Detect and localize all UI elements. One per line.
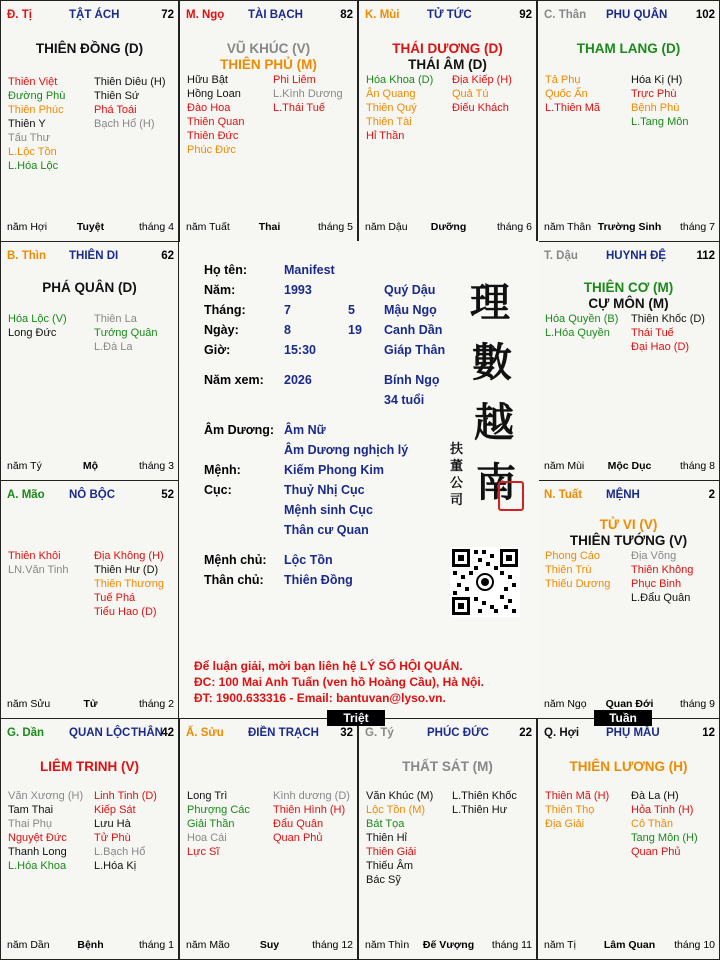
palace-footer bbox=[7, 939, 174, 953]
minor-star: Tướng Quân bbox=[94, 327, 158, 339]
minor-star: Phượng Các bbox=[187, 804, 250, 816]
palace-name: TÀI BẠCH bbox=[248, 9, 303, 21]
minor-star: Kiếp Sát bbox=[94, 804, 136, 816]
minor-star: Địa Giải bbox=[545, 818, 585, 830]
minor-star: Thiên Không bbox=[631, 564, 694, 576]
amduong-note: Âm Dương nghịch lý bbox=[284, 443, 409, 457]
palace-mui[interactable] bbox=[358, 0, 537, 242]
palace-name: QUAN LỘC bbox=[69, 727, 131, 739]
minor-star: Hữu Bật bbox=[187, 74, 228, 86]
main-star: LIÊM TRINH (V) bbox=[40, 759, 139, 774]
minor-stars-left bbox=[545, 789, 609, 831]
name-value: Manifest bbox=[284, 263, 335, 277]
palace-month: tháng 5 bbox=[317, 221, 353, 233]
amduong-label: Âm Dương: bbox=[204, 423, 275, 437]
main-star: VŨ KHÚC (V) bbox=[226, 41, 311, 56]
minor-star: Thiên Thọ bbox=[545, 804, 595, 816]
palace-year: năm Hợi bbox=[7, 221, 48, 233]
palace-footer bbox=[365, 221, 532, 235]
minor-star: L.Tang Môn bbox=[631, 116, 689, 128]
palace-dan[interactable] bbox=[0, 718, 179, 960]
palace-branch: N. Tuất bbox=[544, 489, 583, 501]
minor-star: Hoa Cái bbox=[187, 832, 227, 844]
minor-star: Hỏa Tinh (H) bbox=[631, 804, 694, 816]
palace-year: năm Mão bbox=[186, 939, 230, 951]
view-year-canchi: Bính Ngọ bbox=[384, 373, 440, 387]
day-label: Ngày: bbox=[204, 323, 239, 337]
palace-year: năm Tị bbox=[544, 939, 576, 951]
palace-hoi[interactable] bbox=[537, 718, 720, 960]
minor-stars-right bbox=[631, 312, 705, 354]
minor-star: Quan Phủ bbox=[631, 846, 681, 858]
minor-star: Tử Phù bbox=[94, 832, 131, 844]
palace-age-number: 72 bbox=[161, 9, 174, 21]
calligraphy-char-3: 越 bbox=[474, 399, 514, 446]
palace-life-stage: Thai bbox=[258, 221, 281, 233]
minor-star: Hóa Khoa (D) bbox=[366, 74, 434, 86]
calligraphy-char-2: 數 bbox=[472, 339, 512, 386]
minor-star: Tam Thai bbox=[8, 804, 54, 816]
minor-star: Giải Thần bbox=[187, 818, 235, 830]
thanchu-value: Thiên Đồng bbox=[284, 573, 353, 587]
palace-header bbox=[7, 727, 174, 743]
palace-footer bbox=[544, 460, 715, 474]
minor-star: L.Bạch Hổ bbox=[94, 846, 146, 858]
contact-line-1: Để luận giải, mời bạn liên hệ LÝ SỐ HỘI QUÁN. bbox=[194, 659, 463, 673]
minor-star: Thiên La bbox=[94, 313, 137, 325]
minor-star: Thiên Trù bbox=[545, 564, 592, 576]
palace-month: tháng 3 bbox=[138, 460, 174, 472]
minor-star: Thiên Đức bbox=[187, 130, 239, 142]
palace-life-stage: Tuyệt bbox=[76, 221, 105, 233]
minor-star: L.Thiên Mã bbox=[545, 102, 601, 114]
triet-tag: Triệt bbox=[327, 710, 385, 726]
palace-footer bbox=[544, 939, 715, 953]
minor-star: L.Hóa Quyền bbox=[545, 327, 610, 339]
palace-year: năm Thìn bbox=[365, 939, 410, 951]
palace-header bbox=[7, 9, 174, 25]
minor-star: Tuế Phá bbox=[94, 592, 136, 604]
minor-star: Thiên Giải bbox=[366, 846, 417, 858]
minor-star: Thanh Long bbox=[8, 846, 67, 858]
minor-stars-right bbox=[273, 73, 343, 115]
palace-name: NÔ BỘC bbox=[69, 489, 115, 501]
palace-branch: Q. Hợi bbox=[544, 727, 580, 739]
menh-value: Kiếm Phong Kim bbox=[284, 463, 385, 477]
palace-header bbox=[186, 727, 353, 743]
palace-footer bbox=[544, 221, 715, 235]
palace-year: năm Tuất bbox=[186, 221, 230, 233]
minor-star: Tấu Thư bbox=[8, 132, 51, 144]
minor-star: Thiên Y bbox=[8, 118, 46, 130]
menhchu-label: Mệnh chủ: bbox=[204, 553, 267, 567]
day-lunar: 19 bbox=[348, 323, 362, 337]
minor-stars-left bbox=[187, 789, 250, 859]
palace-age-number: 12 bbox=[702, 727, 715, 739]
minor-star: Thiên Sứ bbox=[94, 90, 140, 102]
minor-star: Bác Sỹ bbox=[366, 874, 401, 886]
palace-life-stage: Bệnh bbox=[77, 939, 104, 951]
palace-life-stage: Quan Đới bbox=[605, 698, 654, 710]
main-star: THIÊN PHỦ (M) bbox=[220, 57, 317, 72]
minor-star: Phong Cáo bbox=[545, 550, 601, 562]
minor-star: L.Lộc Tồn bbox=[8, 146, 57, 158]
palace-year: năm Dậu bbox=[365, 221, 408, 233]
palace-month: tháng 1 bbox=[138, 939, 174, 951]
thanchu-label: Thân chủ: bbox=[204, 573, 264, 587]
minor-star: Thái Tuế bbox=[631, 327, 674, 339]
minor-star: Thiên Thương bbox=[94, 578, 165, 590]
palace-month: tháng 9 bbox=[679, 698, 715, 710]
menh-label: Mệnh: bbox=[204, 463, 241, 477]
palace-name: PHU QUÂN bbox=[606, 9, 668, 21]
hour-value: 15:30 bbox=[284, 343, 316, 357]
palace-name: HUYNH ĐỆ bbox=[606, 250, 667, 262]
minor-star: Đào Hoa bbox=[187, 102, 231, 114]
minor-star: L.Hóa Lộc bbox=[8, 160, 59, 172]
main-star: CỰ MÔN (M) bbox=[588, 296, 669, 311]
minor-stars-left bbox=[366, 73, 433, 143]
palace-ti[interactable] bbox=[0, 0, 179, 242]
year-canchi: Quý Dậu bbox=[384, 283, 436, 297]
minor-stars-right bbox=[452, 789, 517, 817]
minor-star: Tả Phụ bbox=[545, 74, 581, 86]
main-star: TỬ VI (V) bbox=[599, 517, 658, 532]
main-star: THẤT SÁT (M) bbox=[402, 759, 493, 774]
year-value: 1993 bbox=[284, 283, 312, 297]
minor-stars-right bbox=[273, 789, 350, 845]
palace-branch: T. Dậu bbox=[544, 250, 578, 262]
minor-stars-right bbox=[452, 73, 512, 115]
palace-suu[interactable] bbox=[179, 718, 358, 960]
minor-star: Lộc Tồn (M) bbox=[366, 804, 426, 816]
palace-month: tháng 11 bbox=[491, 939, 532, 951]
minor-stars-right bbox=[94, 789, 157, 873]
minor-stars-right bbox=[631, 789, 698, 859]
minor-star: Đại Hao (D) bbox=[631, 341, 690, 353]
minor-star: LN.Văn Tinh bbox=[8, 564, 69, 576]
calligraphy-char-4: 南 bbox=[476, 459, 516, 506]
palace-name: THIÊN DI bbox=[69, 250, 119, 262]
minor-star: Ân Quang bbox=[366, 88, 416, 100]
palace-name: ĐIỀN TRẠCH bbox=[248, 727, 319, 739]
palace-year: năm Ngọ bbox=[544, 698, 587, 710]
palace-branch: Ấ. Sửu bbox=[186, 727, 224, 739]
minor-star: Quả Tú bbox=[452, 88, 489, 100]
palace-thin[interactable] bbox=[0, 241, 179, 481]
minor-stars-right bbox=[94, 549, 164, 619]
palace-footer bbox=[7, 460, 174, 474]
minor-star: Hỉ Thần bbox=[366, 130, 405, 142]
tuan-tag: Tuần bbox=[594, 710, 652, 726]
year-label: Năm: bbox=[204, 283, 236, 297]
minor-star: L.Hóa Kị bbox=[94, 860, 137, 872]
palace-tuat[interactable] bbox=[537, 480, 720, 719]
minor-star: Thiếu Âm bbox=[366, 860, 414, 872]
palace-life-stage: Lâm Quan bbox=[603, 939, 656, 951]
age-value: 34 tuổi bbox=[384, 393, 425, 407]
minor-star: L.Thiên Khốc bbox=[452, 790, 517, 802]
menhchu-value: Lộc Tồn bbox=[284, 553, 333, 567]
palace-month: tháng 12 bbox=[312, 939, 353, 951]
palace-life-stage: Mộ bbox=[82, 460, 99, 472]
main-star: THIÊN TƯỚNG (V) bbox=[569, 533, 688, 548]
red-seal bbox=[498, 481, 524, 511]
palace-branch: M. Ngọ bbox=[186, 9, 225, 21]
palace-branch: B. Thìn bbox=[7, 250, 46, 262]
minor-star: Thiên Quan bbox=[187, 116, 245, 128]
minor-star: L.Thiên Hư bbox=[452, 804, 508, 816]
cuc-value: Thuỷ Nhị Cục bbox=[284, 483, 365, 497]
minor-star: Trực Phù bbox=[631, 88, 677, 100]
center-info-panel bbox=[180, 241, 539, 718]
main-star: THIÊN CƠ (M) bbox=[583, 280, 674, 295]
palace-life-stage: Tử bbox=[83, 698, 98, 710]
minor-star: Bệnh Phù bbox=[631, 102, 680, 114]
palace-footer bbox=[186, 939, 353, 953]
minor-star: Thiên Hỉ bbox=[366, 832, 407, 844]
month-label: Tháng: bbox=[204, 303, 246, 317]
minor-stars-left bbox=[545, 549, 610, 591]
main-star: THIÊN ĐỒNG (D) bbox=[35, 41, 144, 56]
palace-age-number: 112 bbox=[696, 250, 715, 262]
palace-branch: C. Thân bbox=[544, 9, 587, 21]
palace-life-stage: Trường Sinh bbox=[597, 221, 662, 233]
minor-star: Cô Thần bbox=[631, 818, 673, 830]
minor-star: Phục Binh bbox=[631, 578, 682, 590]
minor-star: Phi Liêm bbox=[273, 74, 316, 86]
palace-header bbox=[544, 727, 715, 743]
palace-age-number: 102 bbox=[695, 9, 715, 21]
name-label: Họ tên: bbox=[204, 263, 248, 277]
contact-phone-email: ĐT: 1900.633316 - Email: bantuvan@lyso.vn. bbox=[194, 691, 446, 705]
stamp-vertical-text: 扶 董 公 司 bbox=[450, 442, 464, 508]
palace-than[interactable] bbox=[537, 0, 720, 242]
palace-than-marker: THÂN bbox=[131, 727, 163, 739]
main-star: THAM LANG (D) bbox=[576, 41, 681, 56]
minor-stars-left bbox=[366, 789, 433, 887]
minor-star: Điếu Khách bbox=[452, 102, 509, 114]
palace-mao[interactable] bbox=[0, 480, 179, 719]
palace-age-number: 22 bbox=[519, 727, 532, 739]
main-star: PHÁ QUÂN (D) bbox=[42, 280, 137, 295]
minor-star: Địa Võng bbox=[631, 550, 677, 562]
minor-star: Tiểu Hao (D) bbox=[94, 606, 157, 618]
minor-star: Thiên Diêu (H) bbox=[94, 76, 166, 88]
main-star: THIÊN LƯƠNG (H) bbox=[569, 759, 688, 774]
palace-header bbox=[544, 250, 715, 266]
palace-month: tháng 6 bbox=[496, 221, 532, 233]
minor-star: Tang Môn (H) bbox=[631, 832, 698, 844]
palace-age-number: 62 bbox=[161, 250, 174, 262]
minor-stars-left bbox=[8, 549, 69, 577]
palace-month: tháng 7 bbox=[679, 221, 715, 233]
palace-footer bbox=[365, 939, 532, 953]
minor-star: Nguyệt Đức bbox=[8, 832, 67, 844]
palace-year: năm Dần bbox=[7, 939, 50, 951]
minor-star: Lưu Hà bbox=[94, 818, 131, 830]
palace-header bbox=[544, 489, 715, 505]
minor-star: Long Đức bbox=[8, 327, 57, 339]
minor-star: Hóa Kị (H) bbox=[631, 74, 683, 86]
contact-address: ĐC: 100 Mai Anh Tuấn (ven hồ Hoàng Cầu), Hà Nội. bbox=[194, 675, 485, 689]
palace-year: năm Thân bbox=[544, 221, 592, 233]
minor-stars-left bbox=[545, 312, 618, 340]
day-canchi: Canh Dần bbox=[384, 323, 443, 337]
hour-canchi: Giáp Thân bbox=[384, 343, 446, 357]
palace-age-number: 92 bbox=[519, 9, 532, 21]
palace-life-stage: Dưỡng bbox=[430, 221, 467, 233]
minor-star: Thiên Tài bbox=[366, 116, 412, 128]
minor-star: Thiên Mã (H) bbox=[545, 790, 610, 802]
minor-star: Thiên Việt bbox=[8, 76, 58, 88]
hour-label: Giờ: bbox=[204, 343, 231, 357]
minor-star: Hóa Quyền (B) bbox=[545, 313, 619, 325]
minor-star: Thiếu Dương bbox=[545, 578, 611, 590]
palace-name: PHÚC ĐỨC bbox=[427, 727, 489, 739]
palace-name: TẬT ÁCH bbox=[69, 9, 120, 21]
minor-star: L.Đà La bbox=[94, 341, 133, 353]
minor-stars-right bbox=[631, 73, 688, 129]
palace-month: tháng 10 bbox=[674, 939, 715, 951]
calligraphy-char-1: 理 bbox=[470, 279, 510, 326]
minor-star: Thiên Quý bbox=[366, 102, 417, 114]
minor-star: L.Thái Tuế bbox=[273, 102, 325, 114]
minor-star: Quốc Ấn bbox=[545, 88, 588, 100]
minor-star: Linh Tinh (D) bbox=[94, 790, 157, 802]
minor-stars-left bbox=[545, 73, 600, 115]
minor-star: Địa Kiếp (H) bbox=[452, 74, 512, 86]
minor-star: Địa Không (H) bbox=[94, 550, 164, 562]
palace-header bbox=[365, 727, 532, 743]
minor-stars-left bbox=[187, 73, 244, 157]
minor-star: Đường Phù bbox=[8, 90, 66, 102]
palace-branch: G. Dần bbox=[7, 727, 45, 739]
minor-star: Phúc Đức bbox=[187, 144, 236, 156]
palace-life-stage: Mộc Dục bbox=[607, 460, 652, 472]
palace-age-number: 32 bbox=[340, 727, 353, 739]
palace-ngo[interactable] bbox=[179, 0, 358, 242]
palace-age-number: 2 bbox=[708, 489, 715, 501]
view-year-label: Năm xem: bbox=[204, 373, 264, 387]
minor-star: Thiên Hư (D) bbox=[94, 564, 159, 576]
palace-branch: K. Mùi bbox=[365, 9, 400, 21]
palace-footer bbox=[186, 221, 353, 235]
minor-stars-left bbox=[8, 312, 67, 340]
palace-age-number: 52 bbox=[161, 489, 174, 501]
minor-star: Bát Tọa bbox=[366, 818, 405, 830]
palace-branch: G. Tý bbox=[365, 727, 394, 739]
minor-star: Bạch Hổ (H) bbox=[94, 118, 155, 130]
minor-star: Đà La (H) bbox=[631, 790, 679, 802]
minor-star: Kình dương (D) bbox=[273, 790, 350, 802]
qr-code bbox=[450, 547, 520, 617]
palace-header bbox=[365, 9, 532, 25]
minor-star: Phá Toái bbox=[94, 104, 137, 116]
palace-footer bbox=[7, 221, 174, 235]
minor-star: Đẩu Quân bbox=[273, 818, 324, 830]
minor-star: Thai Phụ bbox=[8, 818, 53, 830]
minor-star: Thiên Hình (H) bbox=[273, 804, 346, 816]
cuc-note-1: Mệnh sinh Cục bbox=[284, 503, 373, 517]
minor-star: Thiên Khôi bbox=[8, 550, 61, 562]
palace-dau[interactable] bbox=[537, 241, 720, 481]
palace-header bbox=[186, 9, 353, 25]
palace-name: TỬ TỨC bbox=[427, 9, 472, 21]
palace-year: năm Sửu bbox=[7, 698, 51, 710]
palace-name: PHỤ MẪU bbox=[606, 727, 660, 739]
minor-star: Quan Phủ bbox=[273, 832, 323, 844]
minor-star: L.Kình Dương bbox=[273, 88, 343, 100]
main-star: THÁI ÂM (D) bbox=[408, 57, 487, 72]
minor-stars-right bbox=[631, 549, 693, 605]
minor-star: Hồng Loan bbox=[187, 88, 241, 100]
minor-stars-right bbox=[94, 312, 158, 354]
month-canchi: Mậu Ngọ bbox=[384, 303, 437, 317]
cuc-label: Cục: bbox=[204, 483, 232, 497]
minor-star: Thiên Phúc bbox=[8, 104, 64, 116]
palace-year: năm Tý bbox=[7, 460, 42, 472]
palace-year: năm Mùi bbox=[544, 460, 585, 472]
amduong-value: Âm Nữ bbox=[284, 423, 326, 437]
palace-header bbox=[7, 250, 174, 266]
palace-life-stage: Suy bbox=[259, 939, 280, 951]
month-value: 7 bbox=[284, 303, 291, 317]
palace-ty[interactable] bbox=[358, 718, 537, 960]
main-star: THÁI DƯƠNG (D) bbox=[392, 41, 503, 56]
palace-month: tháng 2 bbox=[138, 698, 174, 710]
minor-star: L.Đẩu Quân bbox=[631, 592, 691, 604]
palace-name: MỆNH bbox=[606, 489, 640, 501]
palace-month: tháng 8 bbox=[679, 460, 715, 472]
view-year-value: 2026 bbox=[284, 373, 312, 387]
palace-month: tháng 4 bbox=[138, 221, 174, 233]
day-value: 8 bbox=[284, 323, 291, 337]
palace-header bbox=[7, 489, 174, 505]
minor-star: Hóa Lộc (V) bbox=[8, 313, 67, 325]
palace-life-stage: Đế Vượng bbox=[422, 939, 475, 951]
minor-stars-left bbox=[8, 75, 65, 173]
minor-star: Thiên Khốc (D) bbox=[631, 313, 705, 325]
palace-branch: A. Mão bbox=[7, 489, 45, 501]
minor-star: Văn Xương (H) bbox=[8, 790, 84, 802]
minor-star: Lực Sĩ bbox=[187, 846, 220, 858]
minor-star: Văn Khúc (M) bbox=[366, 790, 434, 802]
palace-branch: Đ. Tị bbox=[7, 9, 32, 21]
palace-footer bbox=[7, 698, 174, 712]
minor-star: Long Trì bbox=[187, 790, 228, 802]
minor-star: L.Hóa Khoa bbox=[8, 860, 67, 872]
cuc-note-2: Thân cư Quan bbox=[284, 523, 369, 537]
minor-stars-left bbox=[8, 789, 83, 873]
palace-age-number: 42 bbox=[161, 727, 174, 739]
minor-stars-right bbox=[94, 75, 166, 131]
month-lunar: 5 bbox=[348, 303, 355, 317]
palace-header bbox=[544, 9, 715, 25]
palace-age-number: 82 bbox=[340, 9, 353, 21]
